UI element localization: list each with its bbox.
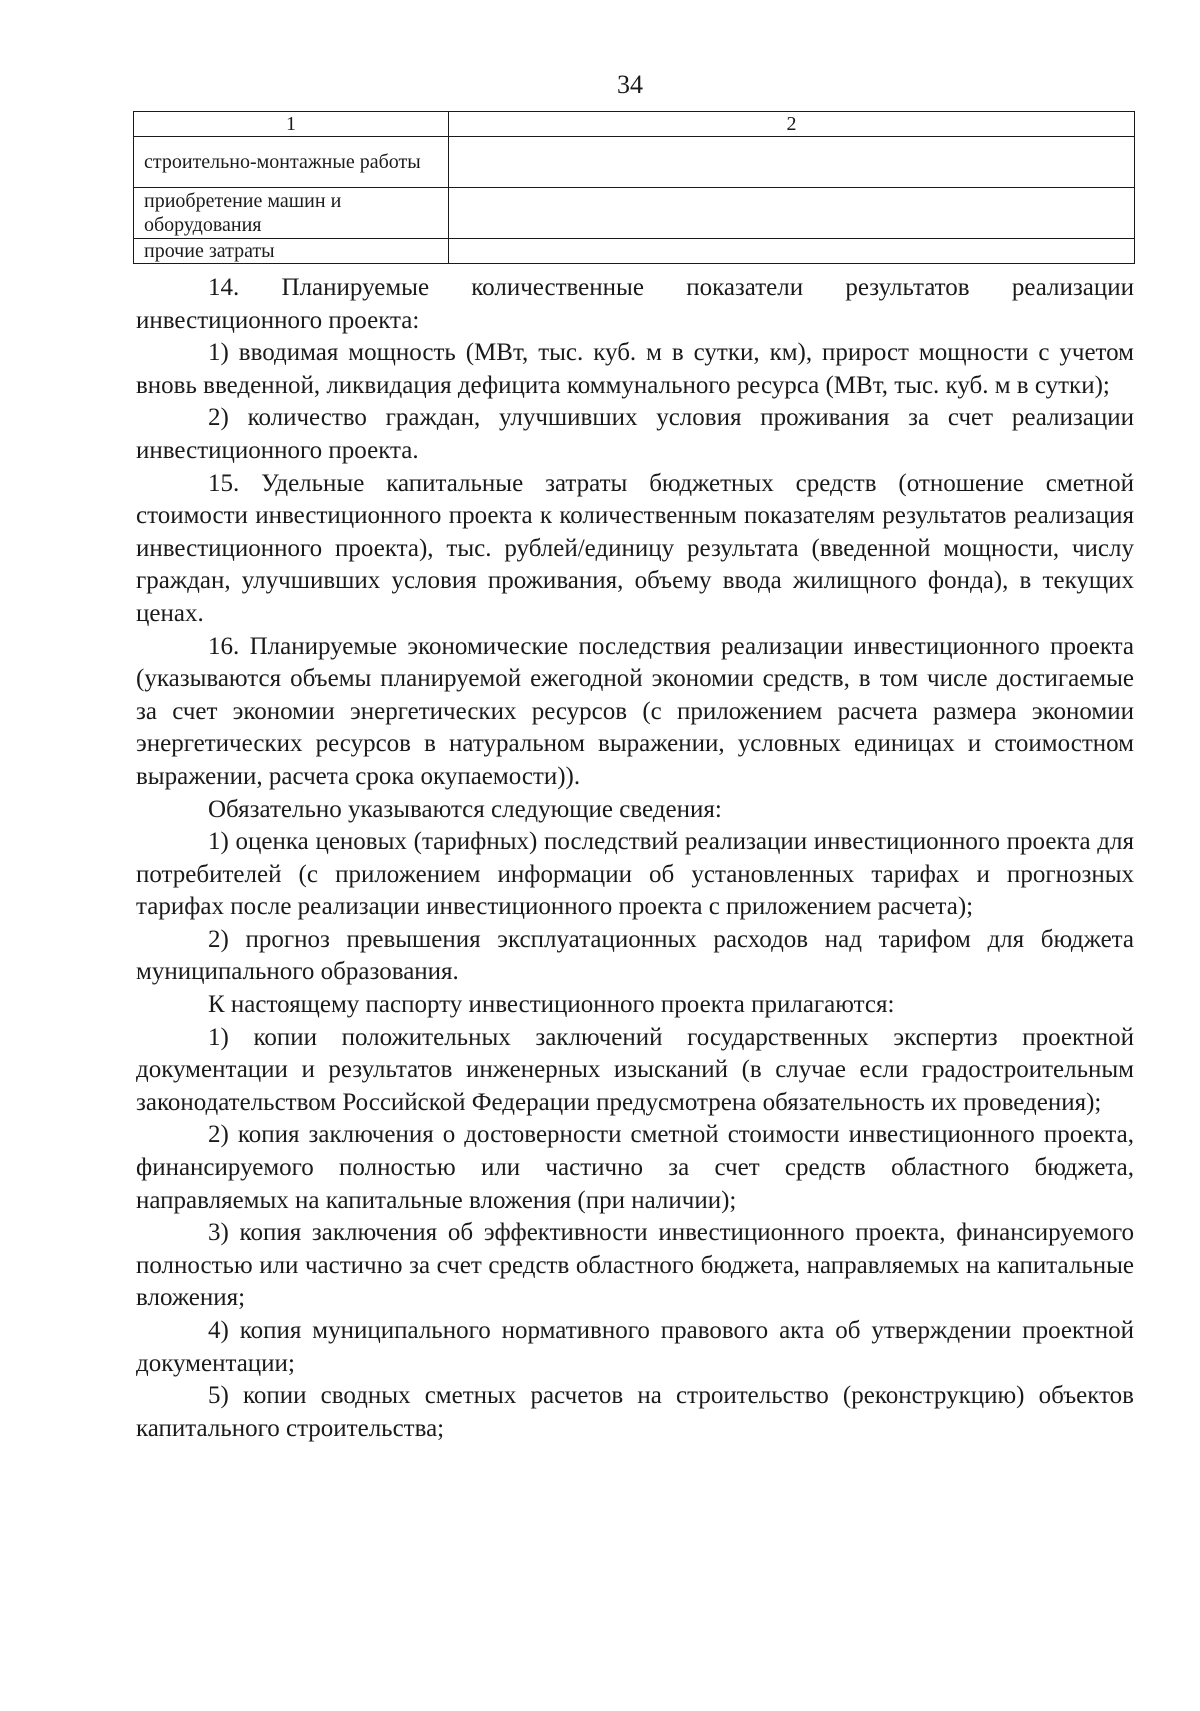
paragraph: Обязательно указываются следующие сведения: — [208, 795, 722, 823]
table-cell-label: приобретение машин и оборудования — [134, 188, 449, 239]
table-cell-value — [449, 239, 1135, 264]
paragraph: 15. Удельные капитальные затраты бюджетных средств (отношение сметной стоимости инвестиционного проекта к количественным показателям результатов реализация инвестиционного проекта), тыс. рублей/единицу результата (введенной мощности, числу граждан, улучшивших условия проживания, объему ввода жилищного фонда), в текущих ценах. — [136, 469, 1134, 627]
paragraph: 2) прогноз превышения эксплуатационных расходов над тарифом для бюджета муниципального образования. — [136, 925, 1134, 986]
table-cell-label: строительно-монтажные работы — [134, 137, 449, 188]
table-cell-value — [449, 137, 1135, 188]
cost-table — [133, 111, 1135, 264]
paragraph: К настоящему паспорту инвестиционного проекта прилагаются: — [208, 991, 895, 1019]
table-row — [134, 188, 1135, 239]
paragraph: 16. Планируемые экономические последствия реализации инвестиционного проекта (указываются объемы планируемой ежегодной экономии средств, в том числе достигаемые за счет экономии энергетических ресурсов (с приложением расчета размера экономии энергетических ресурсов в натуральном выражении, условных единицах и стоимостном выражении, расчета срока окупаемости)). — [136, 632, 1134, 790]
paragraph: 1) копии положительных заключений государственных экспертиз проектной документации и результатов инженерных изысканий (в случае если градостроительным законодательством Российской Федерации предусмотрена обязательность их проведения); — [136, 1023, 1134, 1116]
table-header-row — [134, 112, 1135, 137]
paragraph: 4) копия муниципального нормативного правового акта об утверждении проектной документации; — [136, 1317, 1134, 1377]
table-header-cell: 1 — [134, 112, 449, 137]
table-row — [134, 239, 1135, 264]
page-number: 34 — [617, 70, 643, 99]
paragraph: 5) копии сводных сметных расчетов на строительство (реконструкцию) объектов капитального строительства; — [136, 1382, 1134, 1442]
table-row — [134, 137, 1135, 188]
table-header-cell: 2 — [449, 112, 1135, 137]
paragraph: 1) вводимая мощность (МВт, тыс. куб. м в сутки, км), прирост мощности с учетом вновь введенной, ликвидация дефицита коммунального ресурса (МВт, тыс. куб. м в сутки); — [136, 339, 1134, 399]
paragraph: 2) копия заключения о достоверности сметной стоимости инвестиционного проекта, финансируемого полностью или частично за счет средств областного бюджета, направляемых на капитальные вложения (при наличии); — [136, 1121, 1134, 1214]
paragraph: 1) оценка ценовых (тарифных) последствий реализации инвестиционного проекта для потребителей (с приложением информации об установленных тарифах и прогнозных тарифах после реализации инвестиционного проекта с приложением расчета); — [136, 828, 1134, 921]
document-body — [136, 272, 1134, 1445]
paragraph: 14. Планируемые количественные показатели результатов реализации инвестиционного проекта: — [136, 274, 1134, 334]
paragraph: 2) количество граждан, улучшивших условия проживания за счет реализации инвестиционного проекта. — [136, 404, 1134, 464]
table-cell-value — [449, 188, 1135, 239]
table-cell-label: прочие затраты — [134, 239, 449, 264]
paragraph: 3) копия заключения об эффективности инвестиционного проекта, финансируемого полностью или частично за счет средств областного бюджета, направляемых на капитальные вложения; — [136, 1219, 1134, 1312]
